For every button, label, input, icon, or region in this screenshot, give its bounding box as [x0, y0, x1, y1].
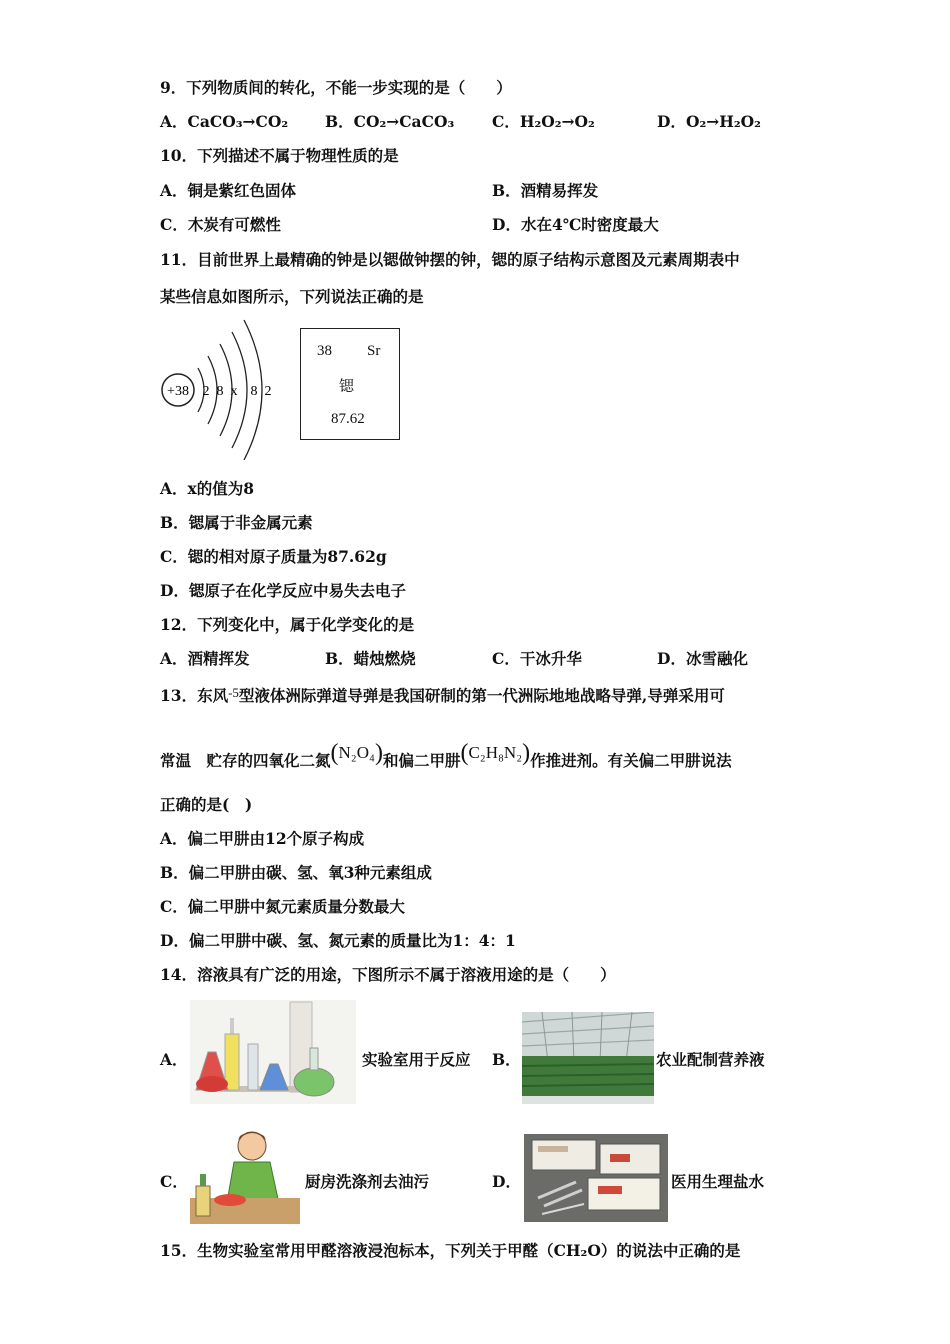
- shell-count-3: x: [230, 384, 238, 399]
- atomic-mass: 87.62: [331, 411, 365, 427]
- q9-option-d: D．O₂→H₂O₂: [657, 112, 761, 131]
- q12-option-b: B．蜡烛燃烧: [325, 649, 416, 668]
- q14-option-d-letter: D．: [492, 1172, 521, 1191]
- q10-option-b: B．酒精易挥发: [492, 181, 599, 200]
- q13-stem-line1: 13．东风$^{-5}$型液体洲际弹道导弹是我国研制的第一代洲际地地战略导弹,导弹采用可: [160, 685, 725, 705]
- kitchen-washing-image: [190, 1128, 300, 1224]
- q15-stem: 15．生物实验室常用甲醛溶液浸泡标本，下列关于甲醛（CH₂O）的说法中正确的是: [160, 1241, 741, 1260]
- q14-option-b-text: 农业配制营养液: [656, 1050, 765, 1069]
- q13-stem-line3: 正确的是( ): [160, 795, 253, 814]
- element-cell-strontium: [300, 328, 400, 440]
- q11-stem-line2: 某些信息如图所示，下列说法正确的是: [160, 287, 424, 306]
- q12-option-c: C．干冰升华: [492, 649, 582, 668]
- formula-n2o4: (N₂O₄): [330, 740, 383, 766]
- atomic-number: 38: [317, 343, 332, 359]
- q10-option-c: C．木炭有可燃性: [160, 215, 281, 234]
- q14-stem: 14．溶液具有广泛的用途，下图所示不属于溶液用途的是（ ）: [160, 965, 616, 984]
- q13-option-a: A．偏二甲肼由12个原子构成: [160, 829, 365, 848]
- q13-option-b: B．偏二甲肼由碳、氢、氧3种元素组成: [160, 863, 432, 882]
- model-superscript: -5: [228, 685, 239, 700]
- q9-option-a: A．CaCO₃→CO₂: [160, 112, 289, 131]
- q14-option-a-letter: A．: [160, 1050, 188, 1069]
- q14-option-c-letter: C．: [160, 1172, 188, 1191]
- q11-option-d: D．锶原子在化学反应中易失去电子: [160, 581, 406, 600]
- q14-option-a-text: 实验室用于反应: [362, 1050, 471, 1069]
- shell-count-5: 2: [264, 384, 272, 399]
- q12-option-a: A．酒精挥发: [160, 649, 250, 668]
- shell-count-1: 2: [202, 384, 210, 399]
- element-name: 锶: [339, 379, 355, 395]
- q14-option-d-text: 医用生理盐水: [671, 1172, 765, 1191]
- greenhouse-image: [522, 1012, 654, 1104]
- q10-option-d: D．水在4℃时密度最大: [492, 215, 659, 234]
- formula-c2h8n2: (C₂H₈N₂): [460, 740, 531, 766]
- saline-packages-image: [524, 1134, 668, 1222]
- nucleus-charge: +38: [167, 384, 189, 399]
- q11-option-b: B．锶属于非金属元素: [160, 513, 313, 532]
- q14-option-b-letter: B．: [492, 1050, 521, 1069]
- q12-stem: 12．下列变化中，属于化学变化的是: [160, 615, 415, 634]
- q13-option-c: C．偏二甲肼中氮元素质量分数最大: [160, 897, 405, 916]
- q14-option-c-text: 厨房洗涤剂去油污: [305, 1172, 430, 1191]
- q13-stem-line2: 常温 贮存的四氧化二氮(N₂O₄)和偏二甲肼(C₂H₈N₂)作推进剂。有关偏二甲肼说法: [160, 740, 732, 770]
- q11-option-c: C．锶的相对原子质量为87.62g: [160, 547, 387, 566]
- q11-option-a: A．x的值为8: [160, 479, 255, 498]
- q9-stem: 9．下列物质间的转化，不能一步实现的是（ ）: [160, 78, 512, 97]
- lab-glassware-image: [190, 1000, 356, 1104]
- shell-count-4: 8: [250, 384, 258, 399]
- q12-option-d: D．冰雪融化: [657, 649, 748, 668]
- shell-count-2: 8: [216, 384, 224, 399]
- element-symbol: Sr: [367, 343, 381, 359]
- q11-stem-line1: 11．目前世界上最精确的钟是以锶做钟摆的钟，锶的原子结构示意图及元素周期表中: [160, 250, 740, 269]
- atom-structure-diagram: [158, 318, 283, 460]
- q9-option-b: B．CO₂→CaCO₃: [325, 112, 455, 131]
- q10-stem: 10．下列描述不属于物理性质的是: [160, 146, 399, 165]
- q10-option-a: A．铜是紫红色固体: [160, 181, 297, 200]
- q13-option-d: D．偏二甲肼中碳、氢、氮元素的质量比为1：4：1: [160, 931, 516, 950]
- q9-option-c: C．H₂O₂→O₂: [492, 112, 595, 131]
